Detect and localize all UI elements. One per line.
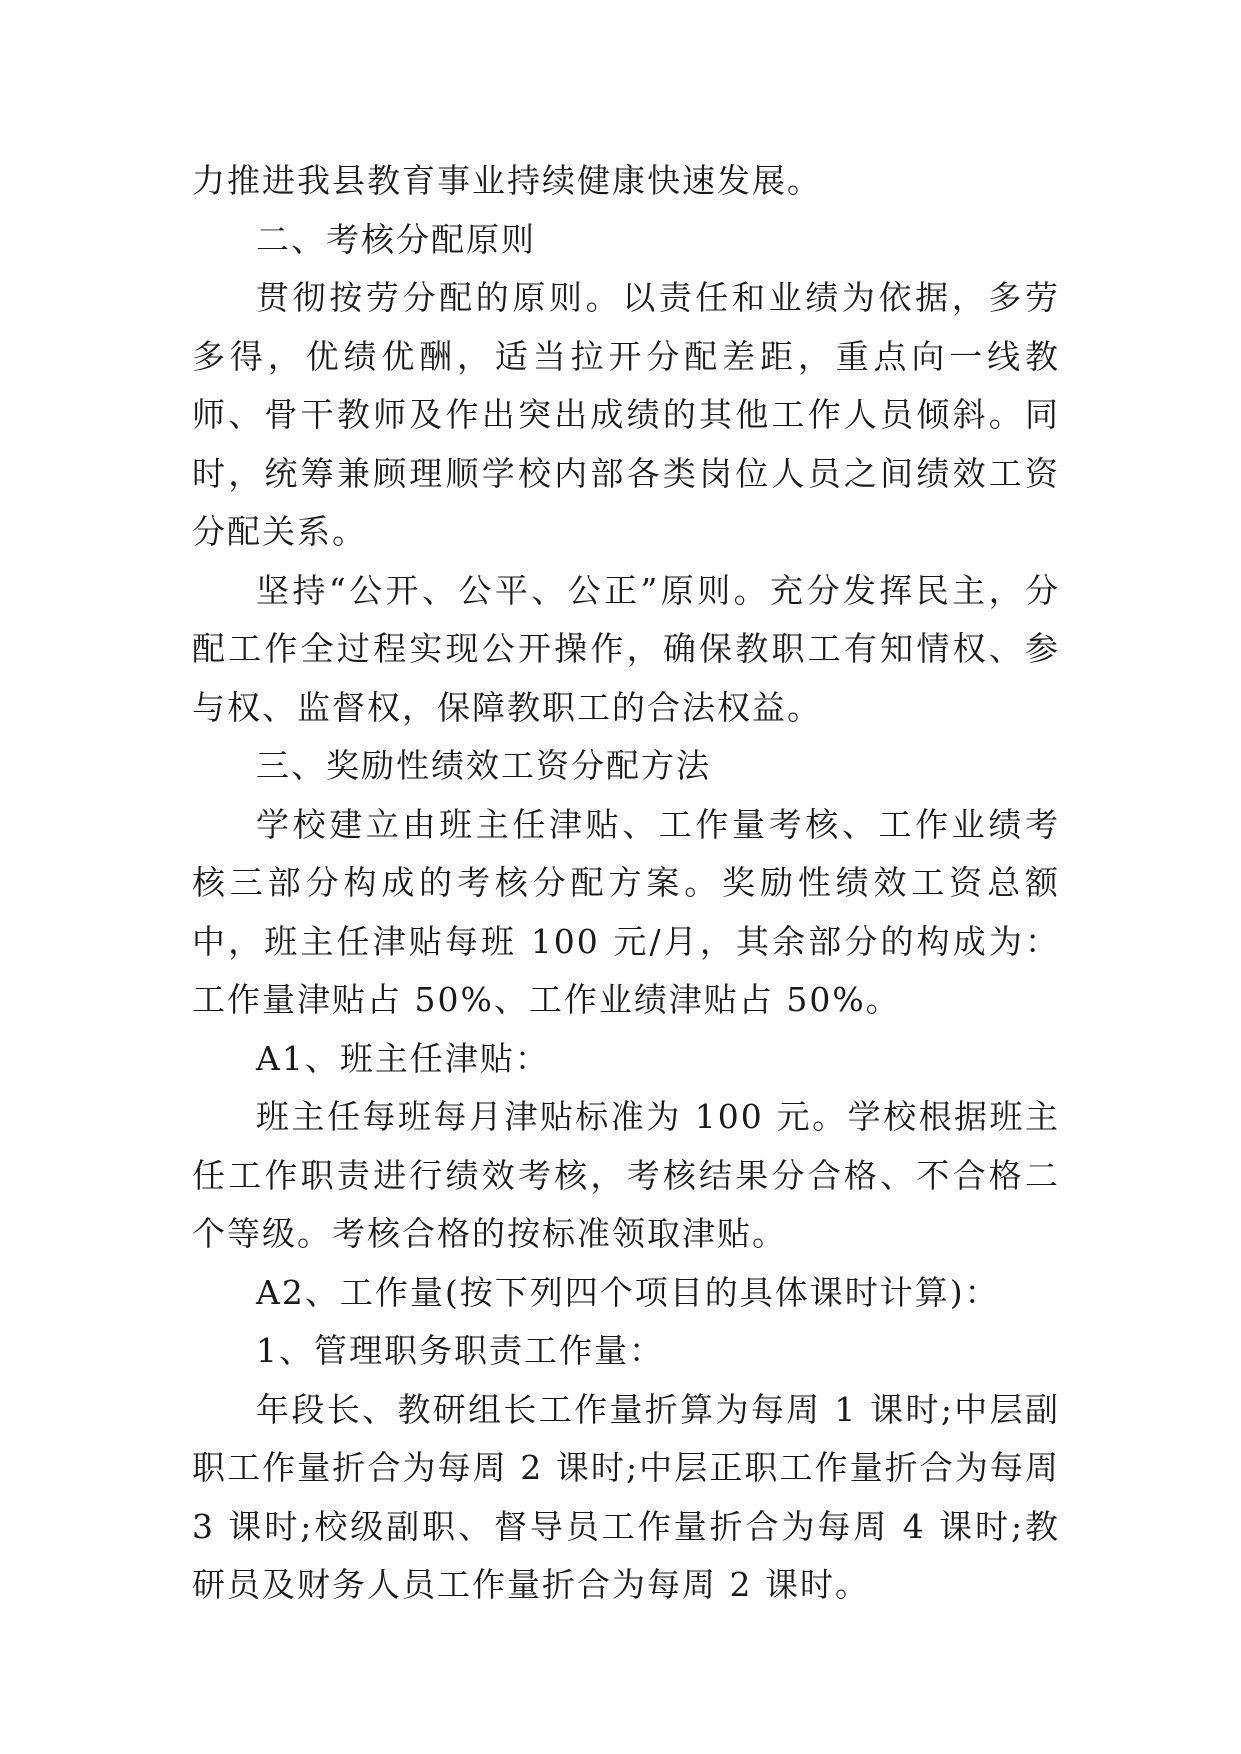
paragraph-continuation: 力推进我县教育事业持续健康快速发展。 bbox=[192, 161, 822, 200]
paragraph-management-workload: 年段长、教研组长工作量折算为每周 1 课时;中层副职工作量折合为每周 2 课时;中层正职工作量折合为每周 3 课时;校级副职、督导员工作量折合为每周 4 课时;教研员及财务人员工作量折合为每周 2 课时。 bbox=[192, 1389, 1060, 1604]
paragraph-scheme-structure: 学校建立由班主任津贴、工作量考核、工作业绩考核三部分构成的考核分配方案。奖励性绩效工资总额中，班主任津贴每班 100 元/月，其余部分的构成为：工作量津贴占 50%、工作业绩津贴占 50%。 bbox=[192, 804, 1060, 1019]
subheading-management-workload: 1、管理职务职责工作量： bbox=[256, 1331, 664, 1370]
paragraph-openness-principle: 坚持“公开、公平、公正”原则。充分发挥民主，分配工作全过程实现公开操作，确保教职工有知情权、参与权、监督权，保障教职工的合法权益。 bbox=[192, 570, 1060, 727]
subheading-a2: A2、工作量(按下列四个项目的具体课时计算)： bbox=[256, 1272, 1000, 1312]
document-body bbox=[192, 152, 1060, 1615]
section-heading-principles: 二、考核分配原则 bbox=[256, 219, 536, 259]
subheading-a1: A1、班主任津贴： bbox=[256, 1038, 550, 1078]
paragraph-distribution-principle: 贯彻按劳分配的原则。以责任和业绩为依据，多劳多得，优绩优酬，适当拉开分配差距，重点向一线教师、骨干教师及作出突出成绩的其他工作人员倾斜。同时，统筹兼顾理顺学校内部各类岗位人员之间绩效工资分配关系。 bbox=[192, 278, 1060, 551]
section-heading-methods: 三、奖励性绩效工资分配方法 bbox=[256, 746, 711, 785]
paragraph-head-teacher-allowance: 班主任每班每月津贴标准为 100 元。学校根据班主任工作职责进行绩效考核，考核结果分合格、不合格二个等级。考核合格的按标准领取津贴。 bbox=[192, 1097, 1060, 1253]
